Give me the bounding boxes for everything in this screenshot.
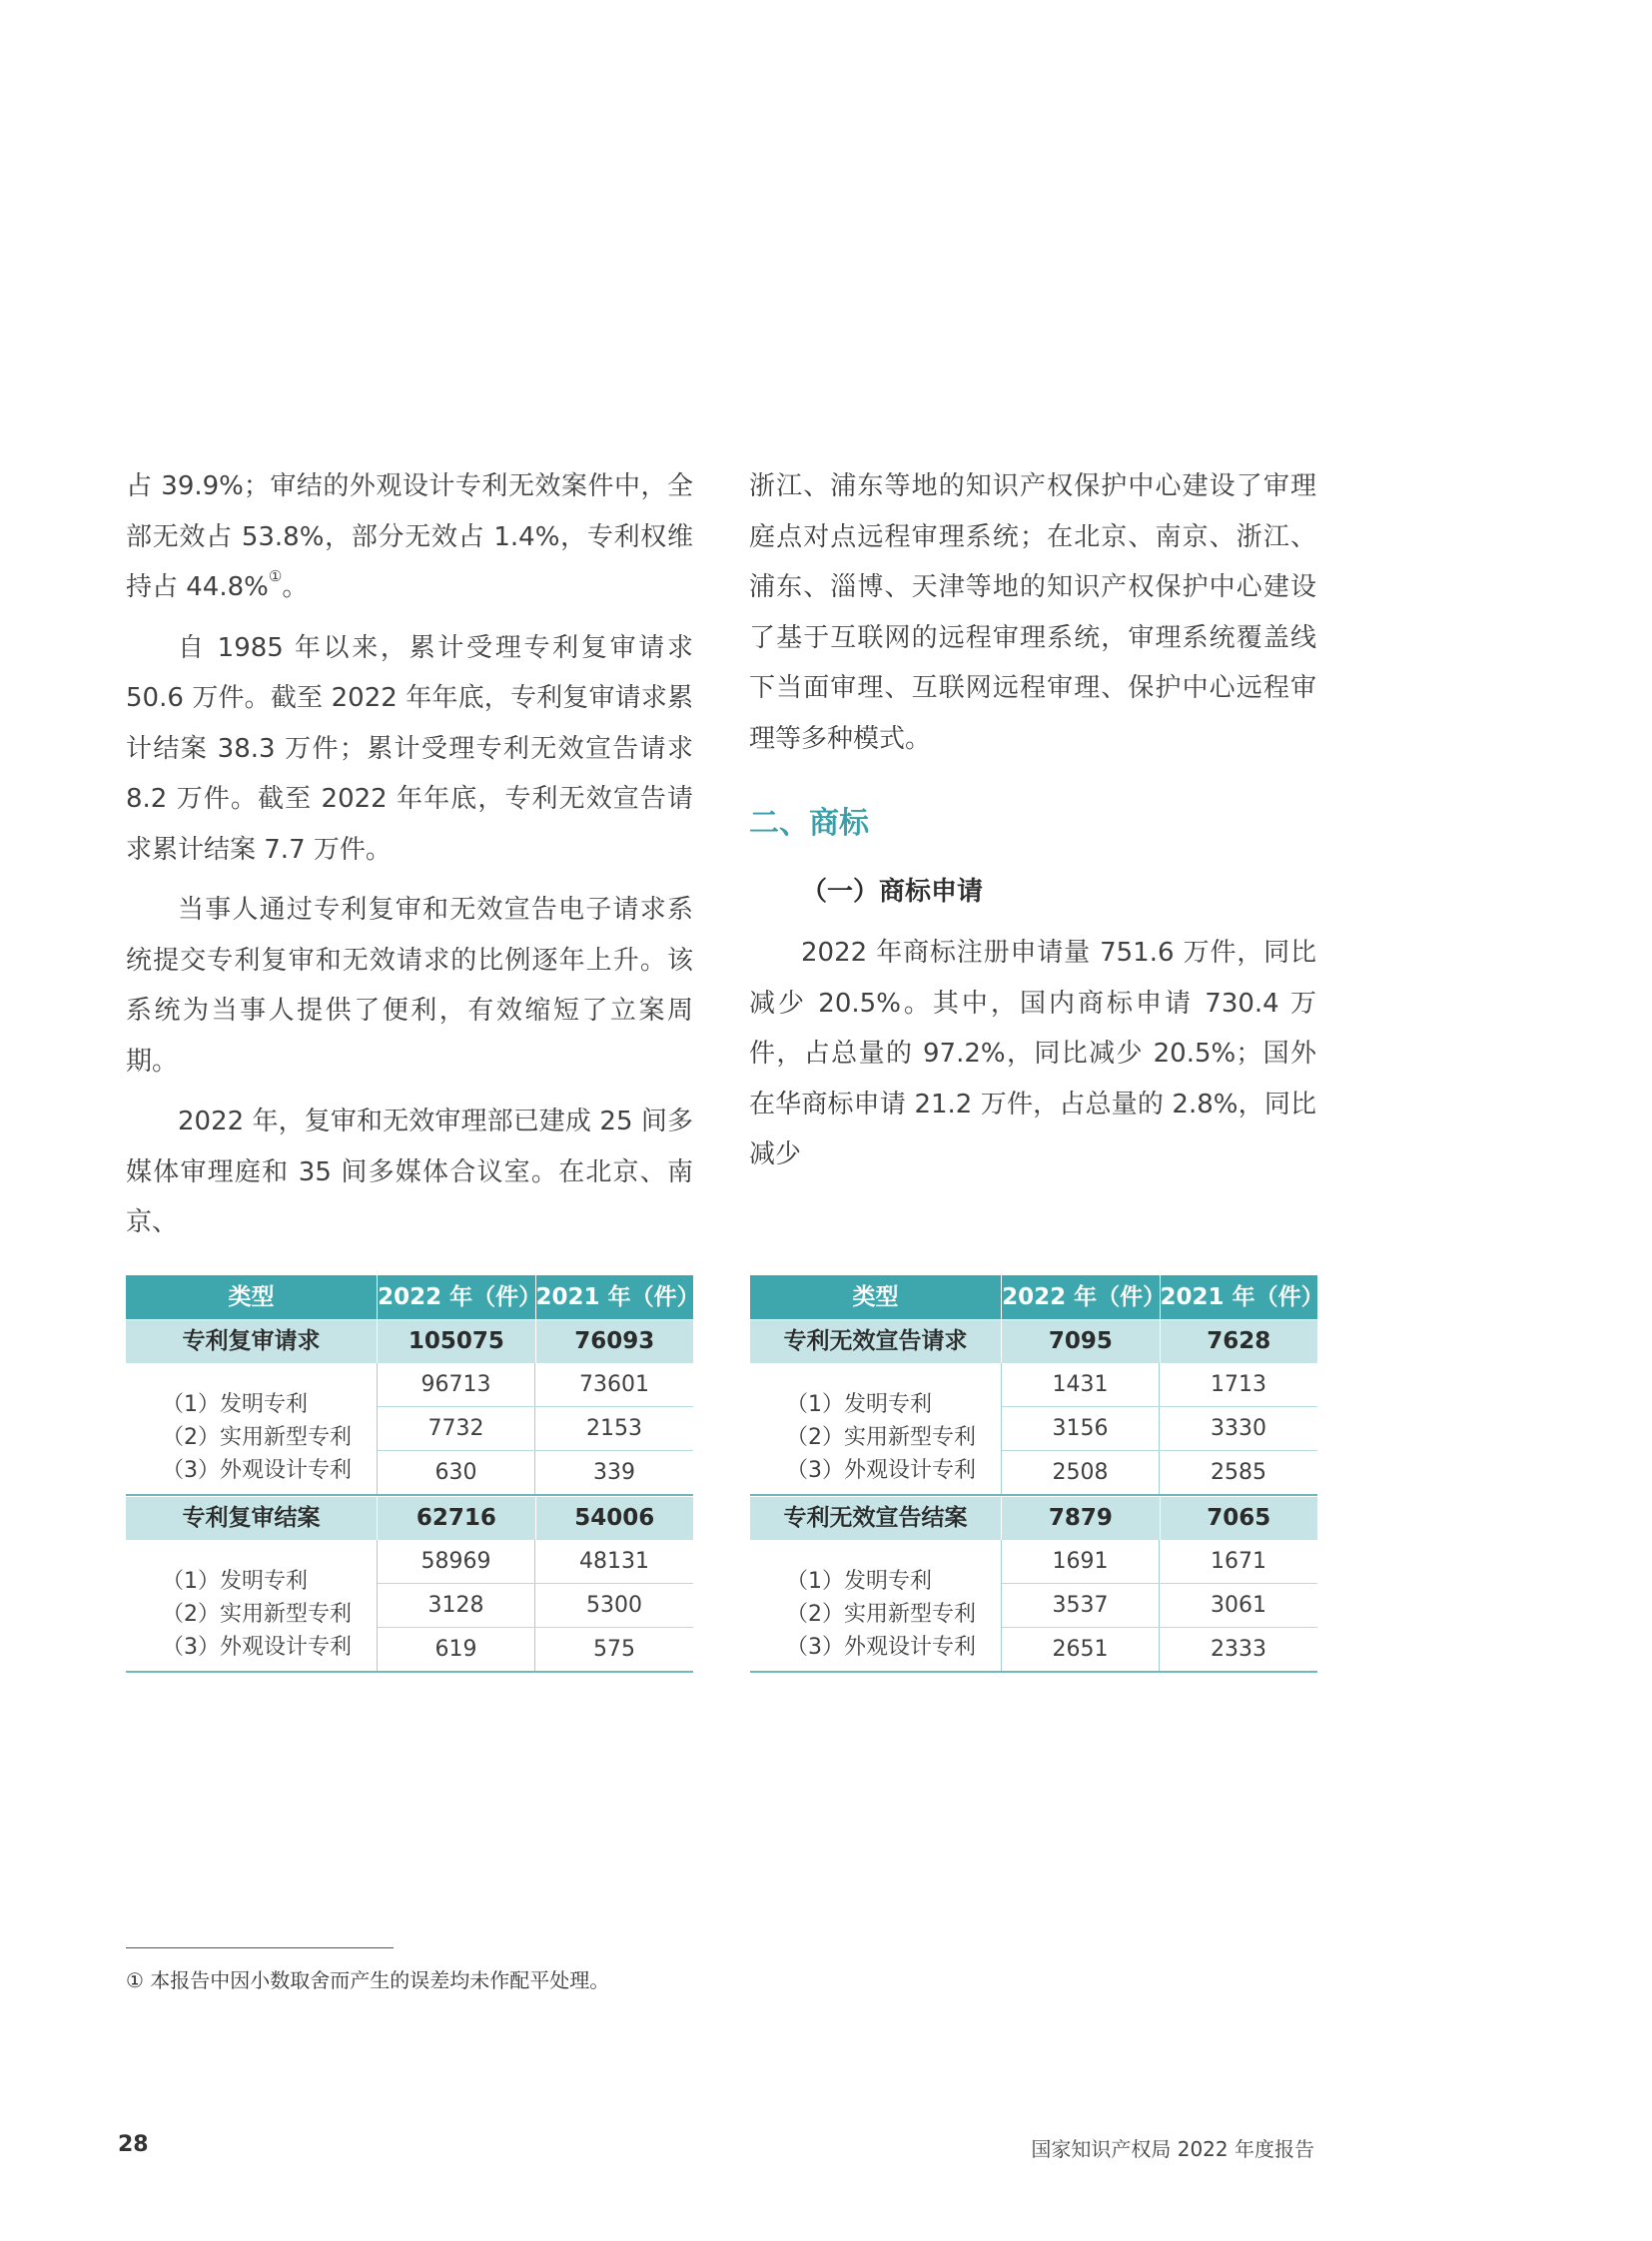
group-row: 专利无效宣告请求 7095 7628	[750, 1319, 1317, 1363]
paragraph: 2022 年，复审和无效审理部已建成 25 间多媒体审理庭和 35 间多媒体合议室。在北京、南京、	[126, 1107, 693, 1237]
group-detail	[126, 1363, 693, 1496]
page-number: 28	[118, 2132, 149, 2157]
right-text-column	[749, 461, 1316, 1190]
table-header	[126, 1275, 700, 1319]
table-row: 3537 3061	[1002, 1584, 1317, 1628]
paragraph: 自 1985 年以来，累计受理专利复审请求 50.6 万件。截至 2022 年年底，专利复审请求累计结案 38.3 万件；累计受理专利无效宣告请求 8.2 万件。截至 2022 年年底，专利无效宣告请求累计结案 7.7 万件。	[126, 632, 693, 865]
table-row: 7732 2153	[378, 1407, 693, 1451]
item-labels: （1）发明专利 （2）实用新型专利 （3）外观设计专利	[126, 1363, 378, 1494]
table-row: 630 339	[378, 1451, 693, 1494]
left-text-column	[126, 461, 693, 1258]
group-detail	[750, 1540, 1317, 1673]
header-2022: 2022 年（件）	[1001, 1275, 1159, 1319]
paragraph: 占 39.9%；审结的外观设计专利无效案件中，全部无效占 53.8%，部分无效占 1.4%，专利权维持占 44.8%①。	[126, 471, 693, 602]
group-row: 专利复审结案 62716 54006	[126, 1496, 693, 1540]
table-row: 3156 3330	[1002, 1407, 1317, 1451]
footnote: ① 本报告中因小数取舍而产生的误差均未作配平处理。	[126, 1968, 610, 1992]
item-labels: （1）发明专利 （2）实用新型专利 （3）外观设计专利	[750, 1363, 1002, 1494]
table-row: 58969 48131	[378, 1540, 693, 1584]
table-row: 2508 2585	[1002, 1451, 1317, 1494]
group-row: 专利无效宣告结案 7879 7065	[750, 1496, 1317, 1540]
group-detail	[126, 1540, 693, 1673]
item-labels: （1）发明专利 （2）实用新型专利 （3）外观设计专利	[126, 1540, 378, 1671]
footnote-divider	[126, 1947, 394, 1948]
section-heading: 二、商标	[749, 806, 869, 841]
paragraph: 浙江、浦东等地的知识产权保护中心建设了审理庭点对点远程审理系统；在北京、南京、浙江、浦东、淄博、天津等地的知识产权保护中心建设了基于互联网的远程审理系统，审理系统覆盖线下当面审理、互联网远程审理、保护中心远程审理等多种模式。	[749, 471, 1316, 754]
table-row: 2651 2333	[1002, 1628, 1317, 1671]
table-row: 1431 1713	[1002, 1363, 1317, 1407]
table-header	[750, 1275, 1324, 1319]
table-row: 3128 5300	[378, 1584, 693, 1628]
group-row: 专利复审请求 105075 76093	[126, 1319, 693, 1363]
subsection-heading: （一）商标申请	[801, 877, 984, 907]
paragraph: 当事人通过专利复审和无效宣告电子请求系统提交专利复审和无效请求的比例逐年上升。该系统为当事人提供了便利，有效缩短了立案周期。	[126, 895, 693, 1077]
item-labels: （1）发明专利 （2）实用新型专利 （3）外观设计专利	[750, 1540, 1002, 1671]
header-2022: 2022 年（件）	[377, 1275, 534, 1319]
table-row: 1691 1671	[1002, 1540, 1317, 1584]
header-type: 类型	[852, 1284, 899, 1310]
footer-report-title: 国家知识产权局 2022 年度报告	[1031, 2137, 1314, 2161]
group-detail	[750, 1363, 1317, 1496]
table-row: 619 575	[378, 1628, 693, 1671]
header-type: 类型	[228, 1284, 275, 1310]
paragraph: 2022 年商标注册申请量 751.6 万件，同比减少 20.5%。其中，国内商标申请 730.4 万件，占总量的 97.2%，同比减少 20.5%；国外在华商标申请 21.2 万件，占总量的 2.8%，同比减少	[749, 938, 1316, 1169]
header-2021: 2021 年（件）	[1160, 1275, 1317, 1319]
footnote-reference[interactable]: ①	[268, 567, 283, 585]
patent-invalidation-table	[750, 1275, 1324, 1673]
patent-reexamination-table	[126, 1275, 700, 1673]
header-2021: 2021 年（件）	[535, 1275, 693, 1319]
table-row: 96713 73601	[378, 1363, 693, 1407]
